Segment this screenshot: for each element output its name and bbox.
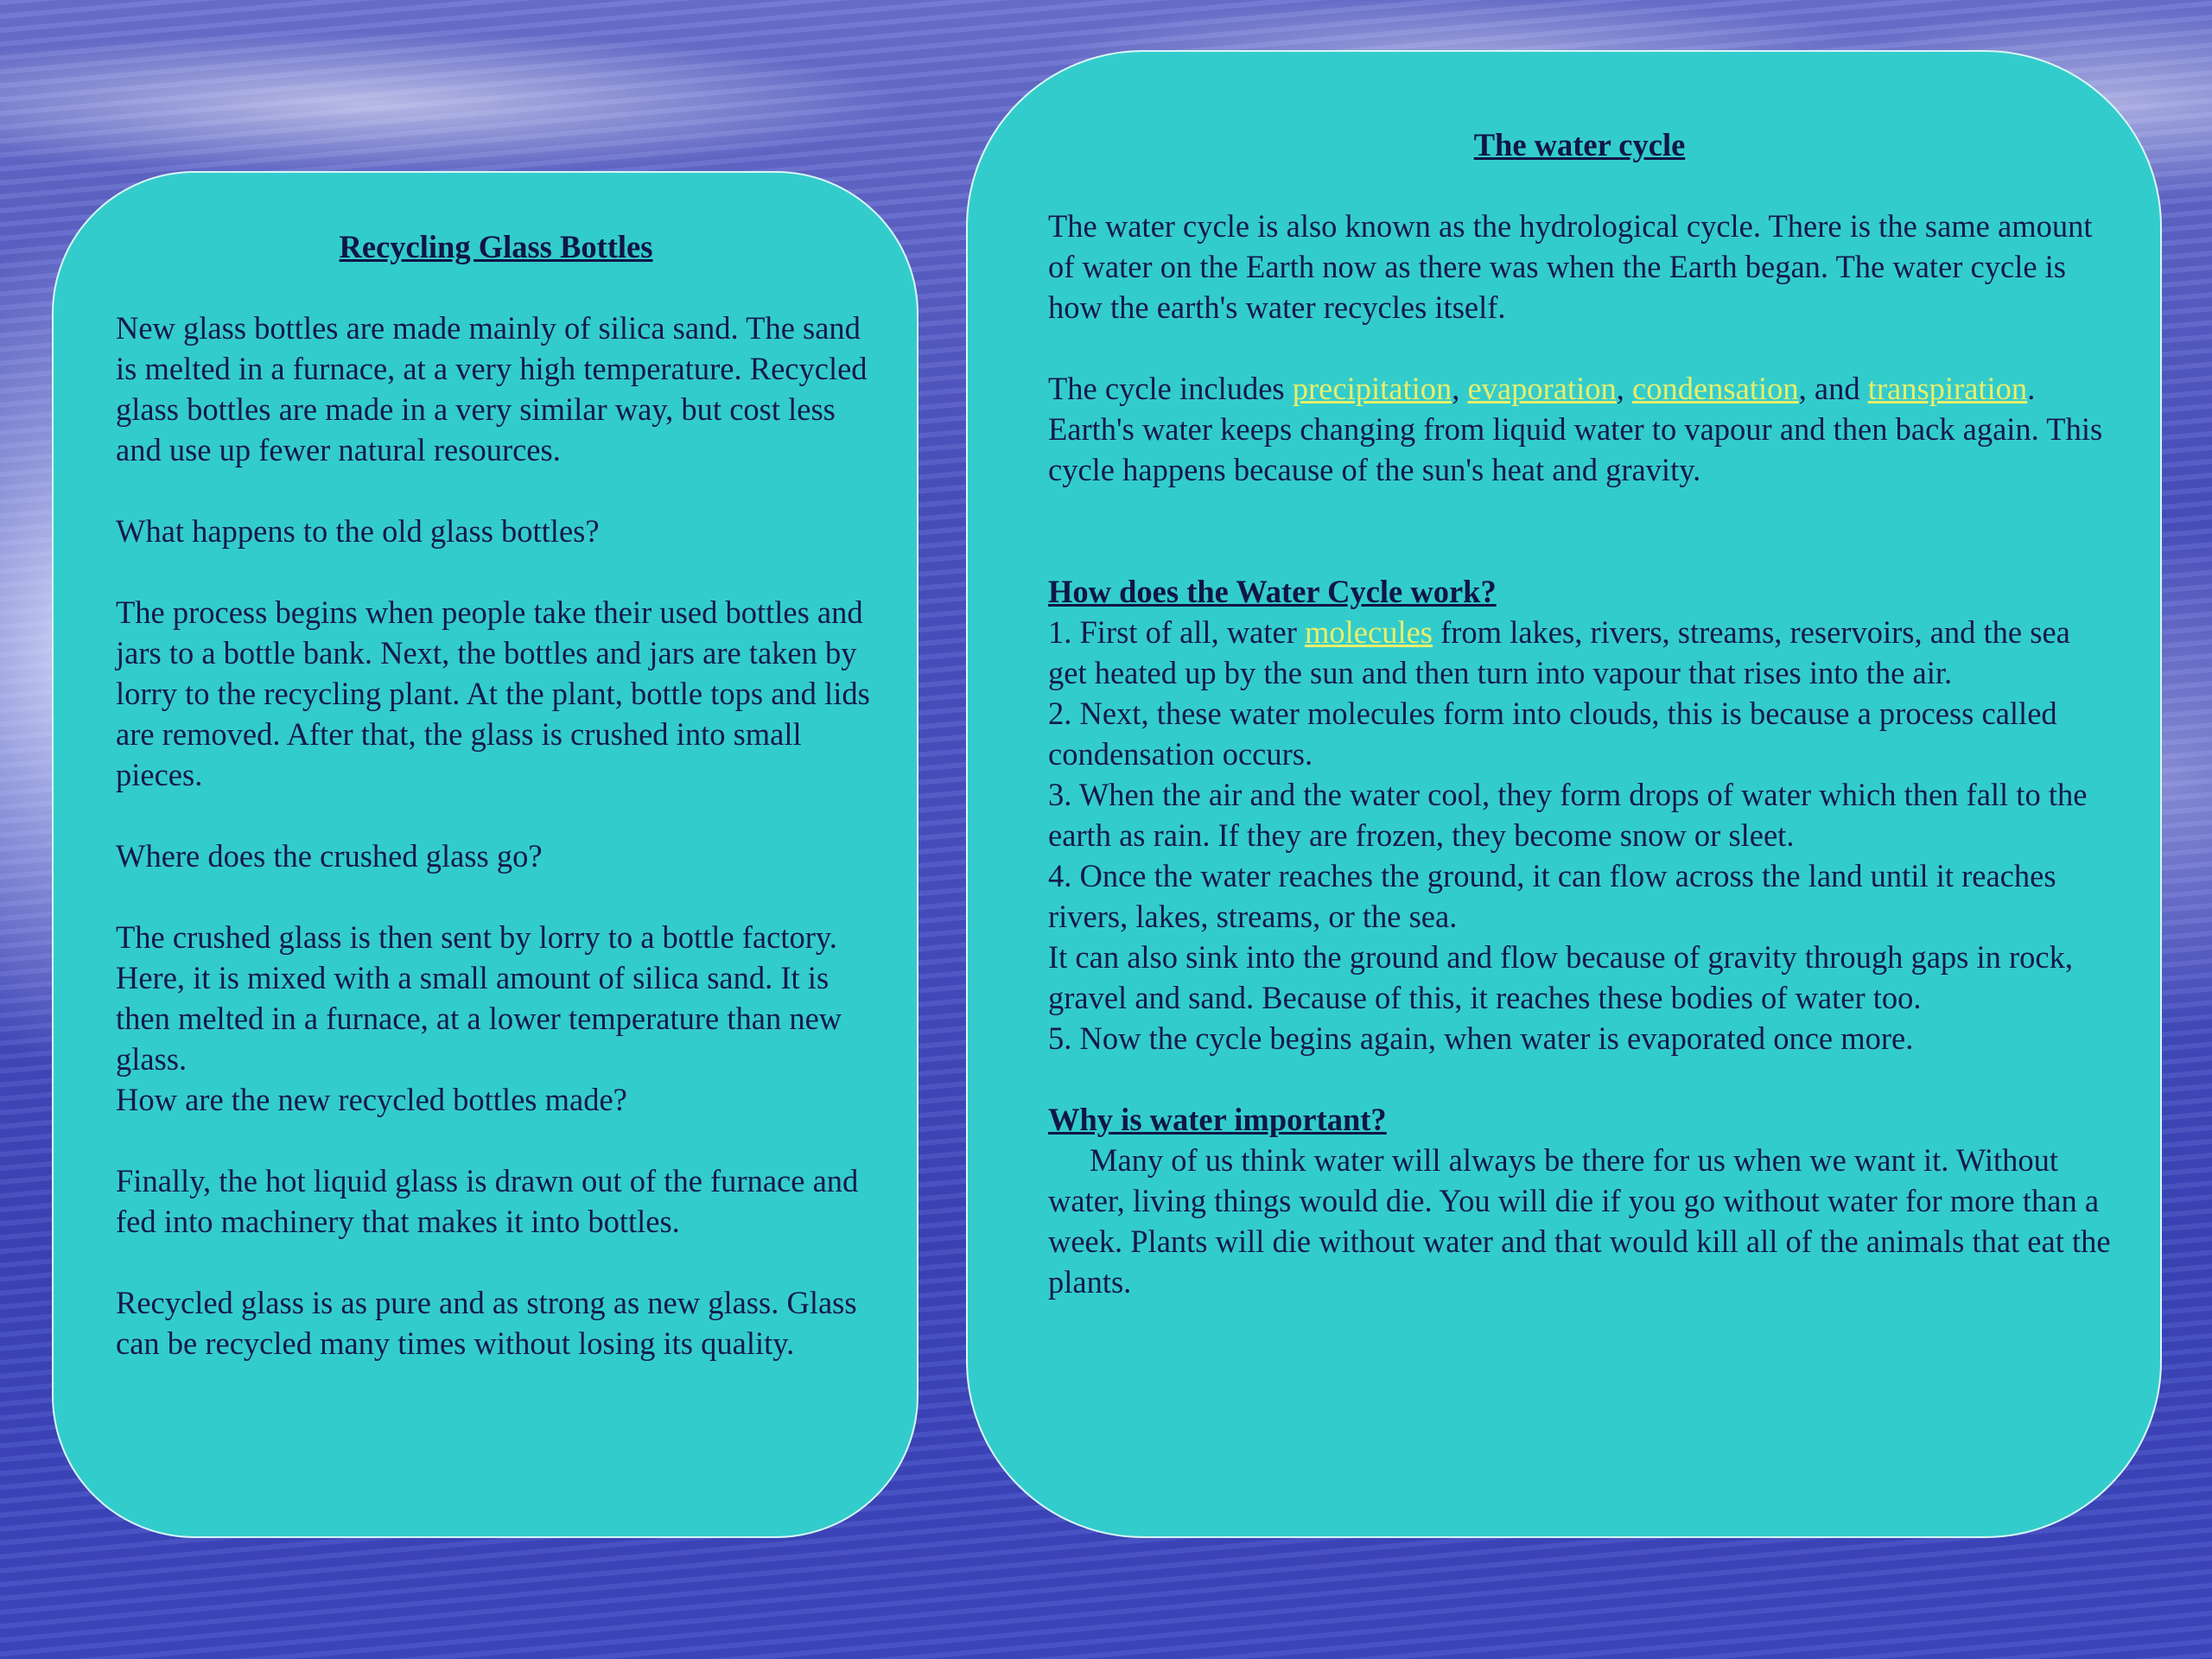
recycling-glass-content: [116, 226, 876, 1404]
why-water-important-heading: Why is water important?: [1048, 1102, 1387, 1137]
why-water-paragraph: [1048, 1140, 2111, 1302]
why-water-text: Many of us think water will always be there for us when we want it. Without water, living things would die. You will die if you go without water for more than a week. Plants will die without water and that would kill all of the animals that eat the plants.: [1048, 1142, 2111, 1300]
evaporation-link[interactable]: evaporation: [1467, 371, 1617, 406]
step-1-rest: from lakes, rivers, streams, reservoirs, and the sea get heated up by the sun and then turn into vapour that rises into the air.: [1048, 614, 2070, 690]
step-4-continued: It can also sink into the ground and flow because of gravity through gaps in rock, gravel and sand. Because of this, it reaches these bodies of water too.: [1048, 939, 2073, 1015]
cycle-sep-2: ,: [1616, 371, 1633, 406]
crushed-glass-question: Where does the crushed glass go?: [116, 838, 543, 874]
recycling-glass-title: Recycling Glass Bottles: [339, 229, 653, 264]
water-cycle-intro: The water cycle is also known as the hydrological cycle. There is the same amount of water on the Earth now as there was when the Earth began. The water cycle is how the earth's water recycles itself.: [1048, 208, 2093, 325]
cycle-includes-lead: The cycle includes: [1048, 371, 1293, 406]
precipitation-link[interactable]: precipitation: [1292, 371, 1452, 406]
water-cycle-content: [1048, 124, 2111, 1343]
how-does-it-work-heading: How does the Water Cycle work?: [1048, 574, 1497, 609]
recycled-bottles-question: How are the new recycled bottles made?: [116, 1082, 627, 1117]
step-1: [1048, 612, 2111, 693]
step-1-lead: 1. First of all, water: [1048, 614, 1306, 650]
step-3: 3. When the air and the water cool, they form drops of water which then fall to the earth as rain. If they are frozen, they become snow or sleet.: [1048, 777, 2088, 853]
cycle-includes-paragraph: [1048, 368, 2111, 490]
pure-glass-paragraph: Recycled glass is as pure and as strong as new glass. Glass can be recycled many times without losing its quality.: [116, 1285, 857, 1361]
transpiration-link[interactable]: transpiration: [1867, 371, 2028, 406]
cycle-rest: . Earth's water keeps changing from liquid water to vapour and then back again. This cycle happens because of the sun's heat and gravity.: [1048, 371, 2103, 487]
process-paragraph: The process begins when people take their used bottles and jars to a bottle bank. Next, the bottles and jars are taken by lorry to the recycling plant. At the plant, bottle tops and lids are removed. After that, the glass is crushed into small pieces.: [116, 594, 870, 792]
molecules-link[interactable]: molecules: [1305, 614, 1433, 650]
condensation-link[interactable]: condensation: [1632, 371, 1799, 406]
old-bottles-question: What happens to the old glass bottles?: [116, 513, 600, 549]
step-5: 5. Now the cycle begins again, when water is evaporated once more.: [1048, 1020, 1914, 1056]
cycle-sep-1: ,: [1452, 371, 1468, 406]
step-4: 4. Once the water reaches the ground, it can flow across the land until it reaches rivers, lakes, streams, or the sea.: [1048, 858, 2056, 934]
machinery-paragraph: Finally, the hot liquid glass is drawn out of the furnace and fed into machinery that makes it into bottles.: [116, 1163, 859, 1239]
recycling-intro-paragraph: New glass bottles are made mainly of silica sand. The sand is melted in a furnace, at a very high temperature. Recycled glass bottles are made in a very similar way, but cost less and use up fewer natural resources.: [116, 310, 868, 467]
water-cycle-panel: [966, 50, 2162, 1538]
water-cycle-title: The water cycle: [1473, 127, 1686, 162]
recycling-glass-panel: [52, 171, 918, 1538]
factory-paragraph: The crushed glass is then sent by lorry to a bottle factory. Here, it is mixed with a small amount of silica sand. It is then melted in a furnace, at a lower temperature than new glass.: [116, 919, 842, 1077]
cycle-and: , and: [1798, 371, 1868, 406]
step-2: 2. Next, these water molecules form into clouds, this is because a process called condensation occurs.: [1048, 696, 2057, 772]
